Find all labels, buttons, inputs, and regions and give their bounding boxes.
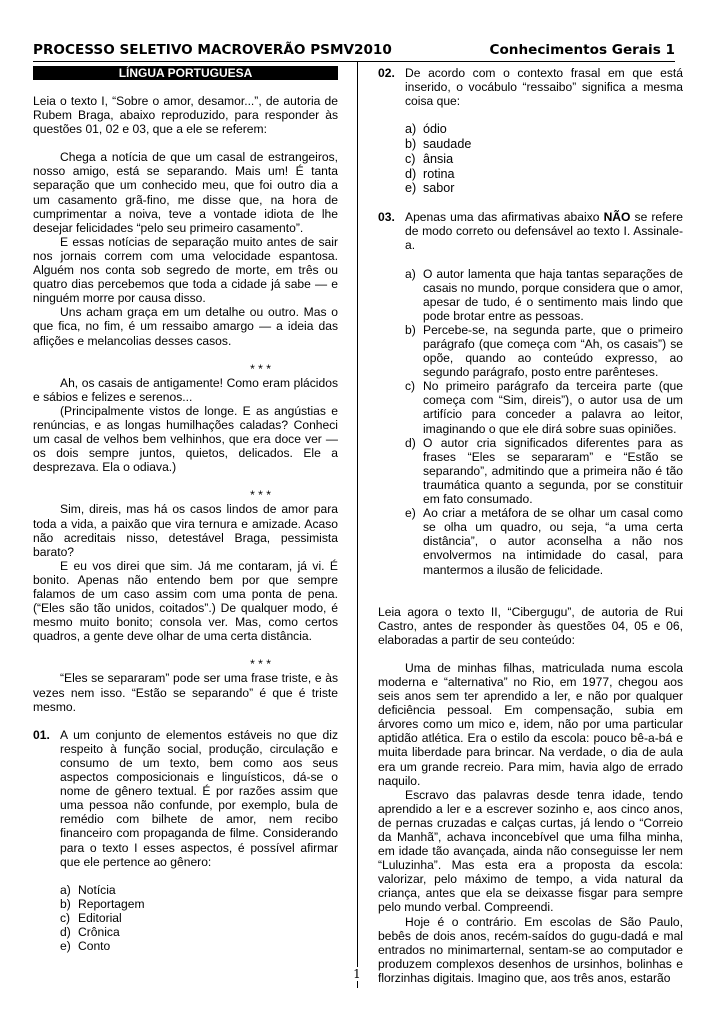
question-number: 02. [378, 66, 395, 80]
text2-paragraph: Escravo das palavras desde tenra idade, tendo aprendido a ler e a escrever sozinho e, aos cinco anos, de pernas cruzadas e calças curtas, já lendo o “Correio da Manhã”, achava inconcebível que uma filha minha, em idade tão avançada, ainda não conseguisse ler nem “Luluzinha”. Mas esta era a proposta da escola: valorizar, pelo máximo de tempo, a vida natural da criança, antes que ela se deixasse fisgar para sempre pelo mundo verbal. Compreendi. [378, 787, 683, 915]
question-01-options [60, 883, 338, 953]
question-text: De acordo com o contexto frasal em que está inserido, o vocábulo “ressaibo” significa a mesma coisa que: [405, 66, 683, 109]
right-column [378, 66, 683, 985]
question-02-options [405, 122, 683, 196]
text1-paragraph: Ah, os casais de antigamente! Como eram plácidos e sábios e felizes e serenos... [33, 375, 338, 404]
question-number: 03. [378, 210, 395, 225]
section-separator: * * * [250, 657, 271, 672]
option: e) Conto [60, 939, 111, 954]
header-rule [33, 61, 675, 62]
option: a) Notícia [60, 882, 116, 897]
text2-paragraph: Hoje é o contrário. Em escolas de São Paulo, bebês de dois anos, recém-saídos do gugu-dadá e mal entrados no minimarternal, sentam-se ao computador e produzem complexos desenhos de ursinhos, bolinhas e florzinhas digitais. Imagino que, aos três anos, estarão [378, 914, 683, 985]
text1-intro: Leia o texto I, “Sobre o amor, desamor...”, de autoria de Rubem Braga, abaixo reproduzido, para responder às questões 01, 02 e 03, que a ele se referem: [33, 94, 338, 137]
section-title: LÍNGUA PORTUGUESA [33, 66, 338, 80]
text1-paragraph: Uns acham graça em um detalhe ou outro. Mas o que fica, no fim, é um ressaibo amargo — a ideia das aflições e melancolias desses casos. [33, 305, 338, 348]
option: a) ódio [405, 122, 447, 137]
option: c) No primeiro parágrafo da terceira parte (que começa com “Sim, direis”), o autor usa de um artifício para conceder a palavra ao leitor, imaginando o que ele dirá sobre suas opiniões. [405, 379, 683, 436]
left-column [33, 66, 338, 953]
text1-paragraph: “Eles se separaram” pode ser uma frase triste, e às vezes nem isso. “Estão se separando” é que é triste mesmo. [33, 671, 338, 714]
header-title: PROCESSO SELETIVO MACROVERÃO PSMV2010 [33, 42, 392, 58]
text1-paragraph: (Principalmente vistos de longe. E as angústias e renúncias, e as longas humilhações caladas? Conheci um casal de velhos bem velhinhos, que era doce ver — os dois sempre juntos, quietos, delicados. Ele a desprezava. Ela o odiava.) [33, 403, 338, 475]
question-03-options [405, 267, 683, 577]
text1-paragraph: Sim, direis, mas há os casos lindos de amor para toda a vida, a paixão que vira ternura e amizade. Acaso não acreditais nisso, detestável Braga, pessimista barato? [33, 502, 338, 559]
option: d) O autor cria significados diferentes para as frases “Eles se separaram” e “Estão se separando”, admitindo que a primeira não é tão traumática quanto a segunda, por se constituir em fato consumado. [405, 435, 683, 507]
question-text: A um conjunto de elementos estáveis no que diz respeito à função social, produção, circulação e consumo de um texto, bem como aos seus aspectos composicionais e linguísticos, dá-se o nome de gênero textual. É por razões assim que uma pessoa não confunde, por exemplo, bula de remédio com bilhete de amor, nem recibo financeiro com propaganda de filme. Considerando para o texto I esses aspectos, é possível afirmar que ele pertence ao gênero: [60, 727, 338, 869]
question-number: 01. [33, 727, 50, 742]
option: d) rotina [405, 166, 455, 181]
negation-emphasis: NÃO [603, 210, 631, 225]
option: e) Ao criar a metáfora de se olhar um casal como se olha um quadro, ou seja, “a uma certa distância”, o autor aconselha a não nos envolvermos na intimidade do casal, para mantermos a ilusão de felicidade. [405, 506, 683, 577]
option: c) Editorial [60, 910, 122, 925]
option: e) sabor [405, 181, 455, 196]
section-separator: * * * [250, 361, 271, 376]
text1-paragraph: Chega a notícia de que um casal de estrangeiros, nosso amigo, está se separando. Mais um! É tanta separação que um conhecido meu, que foi outro dia a um casamento grã-fino, me disse que, na hora de cumprimentar a noiva, teve a vontade idiota de lhe desejar felicidades “pelo seu primeiro casamento”. [33, 150, 338, 235]
question-02 [378, 66, 683, 108]
option: b) saudade [405, 137, 472, 152]
option: a) O autor lamenta que haja tantas separações de casais no mundo, porque considera que o amor, apesar de tudo, é o sentimento mais lindo que pode brotar entre as pessoas. [405, 266, 683, 323]
text2-paragraph: Uma de minhas filhas, matriculada numa escola moderna e “alternativa” no Rio, em 1977, chegou aos seis anos sem ter aprendido a ler, e não por qualquer deficiência pessoal. Em compensação, subia em árvores como um mico e, idem, não por uma particular aptidão atlética. Era o estilo da escola: pouco bê-a-bá e muita liberdade para brincar. Na verdade, o dia de aula era um grande recreio. Para mim, havia algo de errado naquilo. [378, 660, 683, 788]
option: c) ânsia [405, 151, 454, 166]
option: b) Reportagem [60, 896, 145, 911]
question-text: Apenas uma das afirmativas abaixo NÃO se refere de modo correto ou defensável ao texto I. Assinale-a. [405, 210, 683, 253]
header-subject: Conhecimentos Gerais 1 [489, 42, 675, 58]
column-divider [357, 61, 358, 988]
question-01 [33, 728, 338, 869]
page-number: 1 [351, 967, 363, 981]
option: b) Percebe-se, na segunda parte, que o primeiro parágrafo (que começa com “Ah, os casais”) se opõe, quando ao conteúdo expresso, ao segundo parágrafo, posto entre parênteses. [405, 322, 683, 380]
text1-paragraph: E eu vos direi que sim. Já me contaram, já vi. É bonito. Apenas não entendo bem por que sempre falamos de um caso assim com uma ponta de pena. (“Eles são tão unidos, coitados”.) De qualquer modo, é mesmo muito bonito; consola ver. Mas, como certos quadros, a gente deve olhar de uma certa distância. [33, 558, 338, 644]
option: d) Crônica [60, 924, 120, 939]
text2-intro: Leia agora o texto II, “Cibergugu”, de autoria de Rui Castro, antes de responder às questões 04, 05 e 06, elaboradas a partir de seu conteúdo: [378, 604, 683, 647]
section-separator: * * * [250, 488, 271, 503]
text1-paragraph: E essas notícias de separação muito antes de sair nos jornais correm com uma velocidade espantosa. Alguém nos conta sob segredo de morte, em três ou quatro dias percebemos que toda a cidade já sabe — e ninguém morre por causa disso. [33, 234, 338, 306]
question-03 [378, 210, 683, 252]
